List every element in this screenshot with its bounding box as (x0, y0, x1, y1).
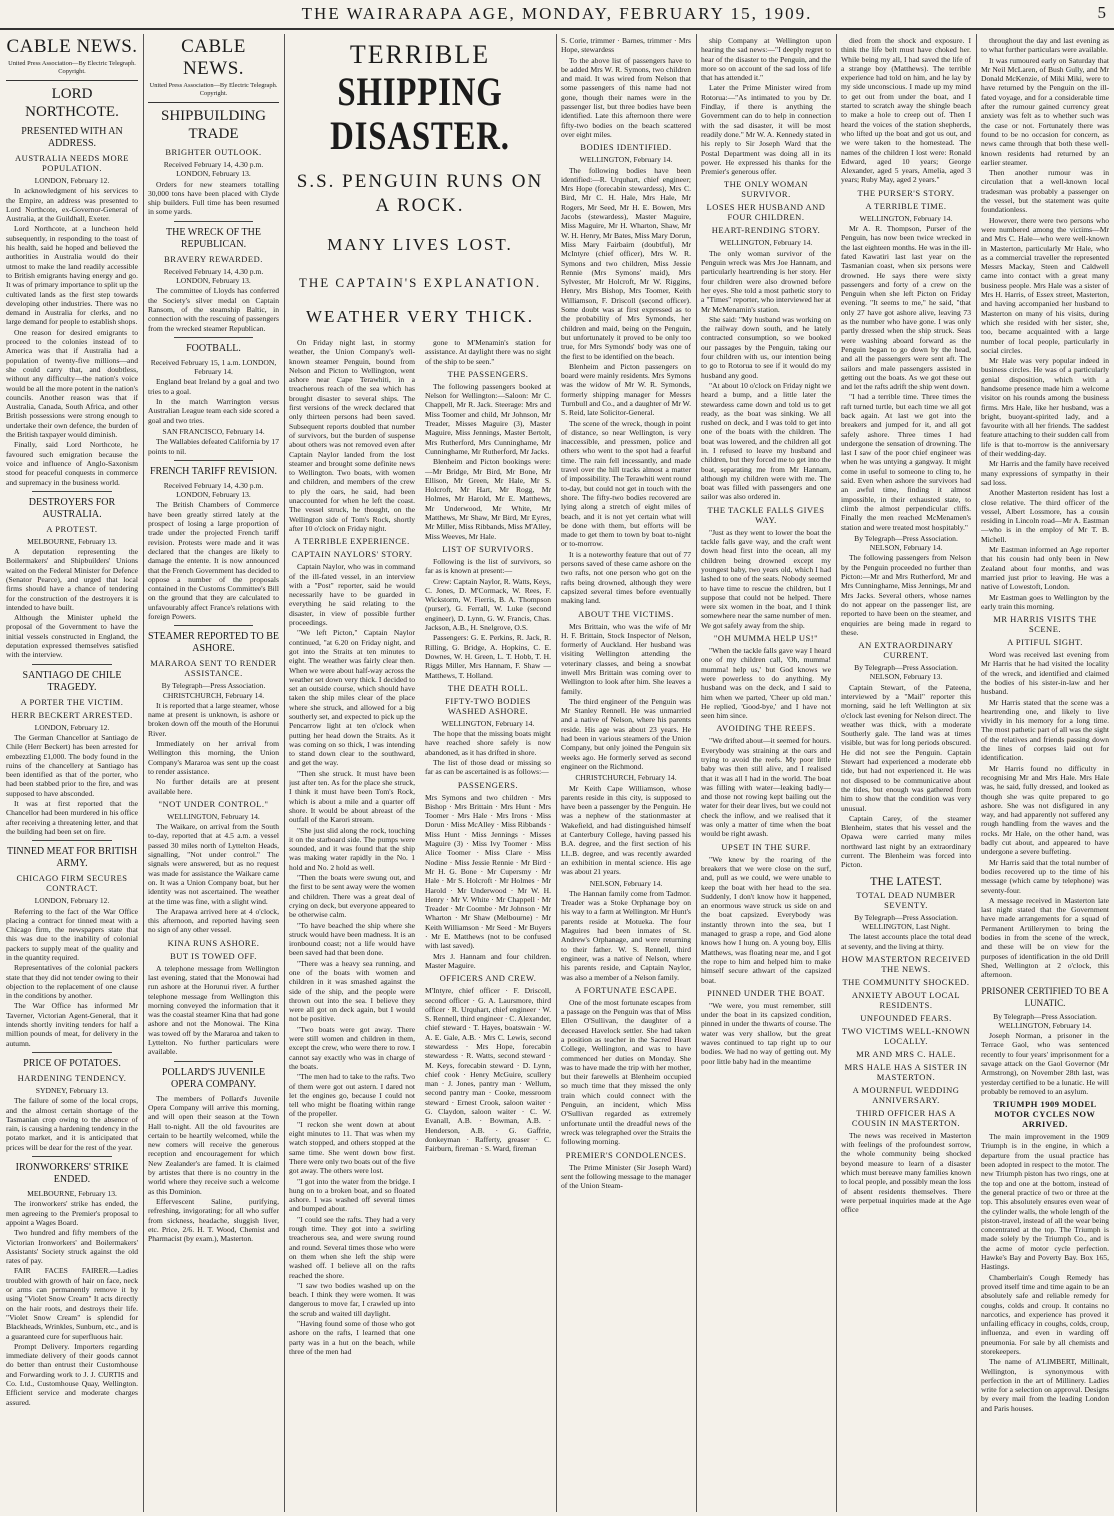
subheadline: A FORTUNATE ESCAPE. (574, 984, 678, 995)
paragraph: "We knew by the roaring of the breakers that we were close on the surf, and, pull as we could, we were unable to keep the boat with her head to the sea. Suddenly, I don't know how it happened, an enormous wave struck us side on and the boat capsized. Everybody was instantly thrown into the sea, but I managed to grasp a rope, and God alone knows how I hung on. A young boy, Ellis Matthews, was floating near me, and I got the rope to him and helped him to make himself secure athwart of the capsized boat. (701, 854, 831, 985)
headline: SHIPBUILDING TRADE (148, 102, 279, 143)
subheadline: BRIGHTER OUTLOOK. (165, 147, 262, 157)
divider (174, 1061, 253, 1062)
subheadline: A PORTER THE VICTIM. (20, 696, 124, 707)
advertisement: Effervescent Saline, purifying, refreshing, invigorating; for all who suffer from sickness, headache, sluggish liver, etc. Price, 2/6. H. T. Wood, Chemist and Pharmacist (by exam.), Masterton. (148, 1196, 279, 1244)
paragraph: She said: "My husband was working on the railway down south, and he lately contracted consumption, so we booked our passages by the Penguin, taking our four children with us, our intention being to go to Rotorua to see if it would do my husband any good. (701, 314, 831, 380)
dateline: LONDON, February 12. (34, 896, 110, 906)
column-rule (556, 34, 557, 1512)
dead-list: Mrs Symons and two children · Mrs Bishop · Mrs Brittain · Mrs Hunt · Mrs Toomer · Mrs Hale · Mrs Irons · Miss Dorun · Miss McAlley · Miss Ribbands · Miss Hunt · Miss Jennings · Misses Maguire (3) · Miss Ivy Toomer · Miss Alice Toomer · Miss Clare · Miss Nodine · Miss Jessie Rennie · Mr Bird · Mr H. G. Bone · Mr Cupersmy · Mr Hale · Mr S. Holcroft · Mr Holmes · Mr Harold · Mr Underwood · Mr W. H. Henry · Mr V. White · Mr Chappell · Mr Treader · Mr Coombe · Mr Johnson · Mr Wharton · Mr Shaw (Melbourne) · Mr Keith Williamson · Mr Seed · Mr Buyers · Mr E. Matthews (not to be confused with last saved). (425, 792, 551, 951)
headline: DESTROYERS FOR AUSTRALIA. (28, 496, 116, 520)
paragraph: No further details are at present available here. (148, 777, 279, 796)
dateline: By Telegraph—Press Association. NELSON, February 14. (854, 533, 958, 553)
subheadline: KINA RUNS ASHORE. (167, 937, 260, 948)
dateline: WELLINGTON, February 14. (859, 213, 953, 223)
divider (174, 460, 253, 461)
subheadline: BODIES IDENTIFIED. (580, 142, 672, 153)
paragraph: However, there were two persons who were numbered among the victims—Mr and Mrs C. Hale—who were well-known in Masterton, particularly Mr Hale, who as a commercial traveller the represented Messrs Mackay, Steen and Caldwell came into contact with a great many business people. Mrs Hale was a sister of Mrs H. Harris, of Essex street, Masterton, and having accompanied her husband to Masterton on many of his visits, during which she resided with her sister, she, too, became acquainted with a large number of local people, particularly in social circles. (981, 215, 1109, 355)
paragraph: A message received in Masterton late last night stated that the Government have made arrangements for a squad of Permanent Artillerymen to bring the bodies in from the scene of the wreck, and these will be on view for the purposes of identification in the old Drill Shed, Wellington at 2 o'clock, this afternoon. (981, 895, 1109, 980)
dateline: MELBOURNE, February 13. (27, 1189, 117, 1199)
paragraph: Mr Eastman goes to Wellington by the early train this morning. (981, 592, 1109, 611)
page-number: 5 (1097, 3, 1106, 22)
divider (174, 625, 253, 626)
lead-story-body (289, 338, 551, 1357)
paragraph: Captain Carey, of the steamer Blenheim, states that his vessel and the Opawa were carried many miles northward last night by an extraordinary current. The Blenheim was forced into Picton. (841, 813, 971, 870)
paragraph: The hope that the missing boats might have reached shore safely is now abandoned, as it has drifted in shore. (425, 729, 551, 757)
subheadline: "NOT UNDER CONTROL." (158, 798, 269, 809)
paragraph: "I had a terrible time. Three times the raft turned turtle, but each time we all got back again. At last we got into the breakers and jumped for it, and all got safely ashore. Three times I had undergone the sensation of drowning. The last I saw of the poor chief engineer was when he was untying a gangway. It might come in useful to someone to cling to, he said. Even when ashore the survivors had an awful time, finding it almost impossible, in their exhausted state, to climb the almost perpendicular cliffs. Finally the men reached McMenamen's station and were treated most hospitably." (841, 392, 971, 532)
subheadline: FIFTY-TWO BODIES WASHED ASHORE. (445, 695, 531, 716)
headline: SANTIAGO DE CHILE TRAGEDY. (22, 669, 122, 693)
column-3-lead-story (289, 36, 551, 1510)
paragraph: Following is the list of survivors, so far as is known at present:— (425, 556, 551, 576)
column-5 (701, 36, 831, 1510)
paragraph: "We were, you must remember, still under the boat in its capsized condition, pinned in under the thwarts of course. The water was very shallow, but the great waves continued to tap right up to our bodies. We had no way of getting out. My poor little baby had in the meantime (701, 1000, 831, 1066)
paragraph: Mr Harris said that the total number of bodies recovered up to the time of his message (which came by telephone) was seventy-four. (981, 857, 1109, 895)
paragraph: On Friday night last, in stormy weather, the Union Company's well-known steamer Penguin, bound from Nelson and Picton to Wellington, went ashore near Cape Terawhiti, in a treacherous reach of the sea which has brought disaster to several ships. The first versions of the wreck declared that only thirteen persons had been saved. Subsequent reports doubled that number of survivors, but the burden of suspense about others was not removed even after Captain Naylor landed from the lost steamer and brought some definite news to Wellington. Two boats, with women and children, and members of the crew to ply the oars, he said, had been unaccounted for when he left the coast. The vessel struck, he thought, on the Wellington side of Tom's Rock, shortly after 10 o'clock on Friday night. (289, 338, 415, 533)
subheadline: UNFOUNDED FEARS. (860, 1012, 952, 1023)
paragraph: England beat Ireland by a goal and two tries to a goal. (148, 377, 279, 396)
paragraph: "She just slid along the rock, touching it on the starboard side. The pumps were sounded, and it was found that the ship was making water rapidly in the No. 1 hold and No. 2 hold as well. (289, 825, 415, 872)
dateline: Received February 14, 4.30 p.m. LONDON, February 13. (163, 266, 264, 286)
dateline: LONDON, February 12. (34, 722, 110, 732)
paragraph: "Just as they went to lower the boat the tackle falls gave way, and the craft went down head first into the ocean, all my children being drowned except my youngest baby, two years old, which I had lashed to one of the seats. Nobody seemed to have time to rescue the children, but I suppose that could not be helped. There were six women in the boat, and I think somewhere near the same number of men. We got safely away from the ship. (701, 527, 831, 630)
paragraph: "I got into the water from the bridge. I hung on to a broken boat, and so floated ashore. I was washed off several times and bumped about. (289, 1176, 415, 1214)
paragraph: The list of those dead or missing so far as can be ascertained is as follows:— (425, 757, 551, 777)
subheadline: TOTAL DEAD NUMBER SEVENTY. (856, 889, 956, 910)
column-rule (976, 34, 977, 1512)
paragraph: Mr Harris stated that the scene was a heartrending one, and likely to live vividly in his memory for a long time. The most pathetic part of all was the sight of the relatives and friends passing down the lines of corpses laid out for identification. (981, 697, 1109, 763)
subheadline: A PROTEST. (46, 523, 98, 534)
subheadline: ABOUT THE VICTIMS. (578, 608, 674, 619)
paragraph: "Then she struck. It must have been just after ten. As for the place she struck, I think it must have been Tom's Rock, which is about a mile and a quarter off shore. It would be about abreast of the outfall of the Karori stream. (289, 768, 415, 825)
headline: STEAMER REPORTED TO BE ASHORE. (148, 631, 279, 655)
dateline: WELLINGTON, February 14. (441, 718, 535, 728)
paragraph: The news was received in Masterton with feelings of the profoundest sorrow, the whole community being shocked beyond measure to learn of a disaster which must bereave many families known to local people, and possibly mean the loss of absent residents themselves. There were perpetual inquiries made at the Age office (841, 1130, 971, 1215)
dateline: SYDNEY, February 13. (35, 1085, 109, 1095)
masthead (0, 0, 1114, 30)
subheadline: BRAVERY REWARDED. (164, 253, 263, 264)
subheadline: MR HARRIS VISITS THE SCENE. (993, 614, 1097, 635)
subheadline: A PITIFUL SIGHT. (1007, 637, 1083, 648)
lead-subheadline: MANY LIVES LOST. (327, 235, 513, 254)
paragraph: Mr Harris and the family have received many expressions of sympathy in their sad loss. (981, 459, 1109, 487)
subheadline: PRESENTED WITH AN ADDRESS. (21, 126, 123, 149)
credit-line: United Press Association—By Electric Telegraph. Copyright. (8, 60, 136, 75)
subheadline: "OH MUMMA HELP US!" (713, 633, 819, 644)
subheadline: A MOURNFUL WEDDING ANNIVERSARY. (852, 1084, 960, 1105)
subheadline: BUT IS TOWED OFF. (170, 950, 257, 961)
paragraph: Word was received last evening from Mr Harris that he had visited the locality of the wreck, and identified and claimed the bodies of his sister-in-law and her husband. (981, 650, 1109, 697)
paragraph: "Having found some of those who got ashore on the rafts, I learned that one party was in a hut on the beach, while three of the men had (289, 1318, 415, 1356)
advertisement: FAIR FACES FAIRER.—Ladies troubled with growth of hair on face, neck or arms can permanently remove it by using "Violet Snow Cream" It acts directly on the hair roots, and destroys their life. "Violet Snow Cream" is splendid for Blackheads, Wrinkles, Sunburn, etc., and is a guaranteed cure for superfluous hair. (6, 1266, 138, 1341)
paragraph: "Two boats were got away. There were still women and children in them, except the crew, who were there to row. I cannot say exactly who was in charge of the boats. (289, 1024, 415, 1071)
paragraph: It is a noteworthy feature that out of 77 persons saved of these came ashore on the two rafts, not one person who got on the rafts being drowned, although they were capsized several times before eventually making land. (561, 549, 691, 606)
paragraph: "The men had to take to the rafts. Two of them were got out astern. I dared not let the engines go, because I could not tell who might be floating within range of the propeller. (289, 1072, 415, 1119)
paragraph: A deputation representing the Boilermakers' and Shipbuilders' Unions waited on the Federal Minister for Defence (Senator Pearce), and urged that local firms should have a chance of tendering for the construction of the destroyers it is intended to have built. (6, 547, 138, 612)
paragraph: Later the Prime Minister wired from Rotorua:—"As intimated to you by Dr. Findlay, if there is anything the Government can do to help in connection with the sad disaster, it will be most readily done." Mr W. A. Kennedy stated in his reply to Sir Joseph Ward that the Postal Department was doing all in its power. He expressed his thanks for the Premier's generous offer. (701, 83, 831, 177)
divider (32, 840, 111, 841)
paragraph: throughout the day and last evening as to what further particulars were available. (981, 36, 1109, 55)
paragraph: The following passengers from Nelson by the Penguin proceeded no further than Picton:—Mr and Mrs Rutherford, Mr and Mrs Cunninghame, Miss Jennings, Mr and Mrs Jacks. Several others, whose names do not appear on the passenger list, are reported to have been on the steamer, and enquiries are being made in regard to these. (841, 553, 971, 637)
lead-headline-top: TERRIBLE (349, 40, 491, 69)
subheadline: PASSENGERS. (457, 779, 519, 790)
paragraph: Finally, said Lord Northcote, he favoured such emigration because the voice and influence of Anglo-Saxonism stood for peaceful conquests in commerce and supremacy in the business world. (6, 440, 138, 487)
subheadline: THE COMMUNITY SHOCKED. (842, 976, 970, 987)
column-2-cable-news (148, 36, 279, 1510)
subheadline: CHICAGO FIRM SECURES CONTRACT. (16, 873, 128, 894)
lead-subheadline: THE CAPTAIN'S EXPLANATION. (298, 275, 542, 290)
subheadline: HEART-RENDING STORY. (711, 225, 821, 236)
subheadline: AUSTRALIA NEEDS MORE POPULATION. (15, 153, 129, 173)
paragraph: It is reported that a large steamer, whose name at present is unknown, is ashore or broken down off the mouth of the Horunui River. (148, 700, 279, 738)
divider (32, 1156, 111, 1157)
paragraph: Two hundred and fifty members of the Victorian Ironworkers' and Boilermakers' Assistants' Society struck against the old rates of pay. (6, 1228, 138, 1266)
headline: TINNED MEAT FOR BRITISH ARMY. (6, 846, 138, 870)
advert-headline: TRIUMPH 1909 MODEL MOTOR CYCLES NOW ARRIVED. (993, 1099, 1097, 1130)
paragraph: Mr A. R. Thompson, Purser of the Penguin, has now been twice wrecked in the last eighteen months. He was in the ill-fated Kawatiri last last year on the Tasmanian coast, when six persons were drowned. He says there were sixty passengers and forty of a crew on the Penguin when she left Picton on Friday evening. "It seems to me," he said, "that only 27 have got ashore alive, leaving 73 as the number who have gone. I was only partly dressed when the ship struck. Seas were washing aboard forward as the Penguin began to go down by the head, and all the passengers were sent aft. The sailors and male passengers assisted in getting out the boats. As we got these out and let the rafts adrift the ship went down. (841, 224, 971, 392)
subheadline: UPSET IN THE SURF. (721, 841, 811, 852)
dateline: Received February 15, 1 a.m. LONDON, February 14. (150, 357, 277, 377)
dateline: WELLINGTON, February 14. (167, 811, 260, 821)
headline: POLLARD'S JUVENILE OPERA COMPANY. (161, 1066, 266, 1090)
paragraph: To the above list of passengers have to be added Mrs W. R. Symons, two children and maid. It was wired from Nelson that some passengers of this name had not gone, though their names were in the passenger list, but three bodies have been identified. Late this afternoon there were fifty-two bodies on the beach scattered over eight miles. (561, 55, 691, 139)
subheadline: THIRD OFFICER HAS A COUSIN IN MASTERTON. (851, 1107, 961, 1128)
headline: PRICE OF POTATOES. (23, 1057, 121, 1069)
subheadline: HARDENING TENDENCY. (17, 1072, 127, 1083)
paragraph: Referring to the fact of the War Office placing a contract for tinned meat with a Chicago firm, the newspapers state that this was due to the inability of colonial packers to supply meat of the quality and in the quantity required. (6, 906, 138, 962)
paragraph: Joseph Norman, a prisoner in the Terrace Gaol, who was sentenced recently to four years' imprisonment for a savage attack on the Gaol Governor (Mr Armstrong), on November 28th last, was yesterday certified to be a lunatic. He will probably be removed to an asylum. (981, 1031, 1109, 1096)
headline: THE LATEST. (870, 873, 942, 888)
newspaper-title: THE WAIRARAPA AGE, MONDAY, FEBRUARY 15, 1909. (301, 4, 813, 23)
paragraph: Captain Naylor, who was in command of the ill-fated vessel, in an interview with a "Post" reporter, said he would necessarily have to be guarded in everything he said relating to the disaster, in view of possible further proceedings. (289, 562, 415, 628)
column-rule (284, 34, 285, 1512)
subheadline: PINNED UNDER THE BOAT. (707, 987, 825, 998)
paragraph: The third engineer of the Penguin was Mr Stanley Rennell. He was unmarried and a native of Nelson, where his parents reside. His age was about 23 years. He had been in various steamers of the Union Company, but only joined the Penguin six weeks ago. He formerly served as second engineer on the Richmond. (561, 696, 691, 771)
subheadline: ANXIETY ABOUT LOCAL RESIDENTS. (851, 989, 961, 1010)
subheadline: THE DEATH ROLL. (447, 682, 529, 693)
dateline: By Telegraph—Press Association. WELLINGTON, Last Night. (854, 912, 958, 931)
advertisement: The name of A'LIMBERT, Millinalt, Wellington, is synonymous with perfection in the art of Millinery. Ladies write for a selection on approval. Designs by every mail from the leading London and Paris houses. (981, 1357, 1109, 1413)
subheadline: OFFICERS AND CREW. (439, 973, 537, 984)
subheadline: LIST OF SURVIVORS. (442, 543, 534, 554)
subheadline: MR AND MRS C. HALE. (856, 1048, 956, 1059)
subheadline: HERR BECKERT ARRESTED. (11, 709, 133, 720)
divider (174, 221, 253, 222)
divider (32, 1052, 111, 1053)
subheadline: AN EXTRAORDINARY CURRENT. (858, 640, 954, 661)
column-rule (143, 34, 144, 1512)
section-header: CABLE NEWS. (181, 36, 246, 79)
paragraph: "To have beached the ship where she struck would have been madness. It is an ironbound coast; not a life would have been saved had that been done. (289, 920, 415, 958)
lead-headline: SHIPPING DISASTER. (330, 69, 510, 158)
paragraph: Mr Hale was very popular indeed in business circles. He was of a particularly genial disposition, which with a handsome presence made him a welcome visitor on his rounds among the business firms. Mrs Hale, like her husband, was a bright, buoyant-spirited lady, and a favourite with all her friends. The saddest feature attaching to their sudden call from life is that to-morrow is the anniversary of their wedding-day. (981, 356, 1109, 459)
credit-line: United Press Association—By Electric Telegraph. Copyright. (149, 82, 278, 97)
paragraph: The following bodies have been identified:—R. Urquhart, chief engineer; Mrs Hope (forecabin stewardess), Mrs C. Bird, Mr C. H. Hale, Mrs Hale, Mr Rogers, Mr Seed, Mr H. E. Bowen, Mrs Jacobs (stewardess), Master Maguire, Miss Maguire, Mr H. Wharton, Shaw, Mr W. H. Henry, Mr Bates, Miss Mary Dorun, Miss Mary Fairbairn (doubtful), Mr McIntyre (chief officer), Mrs W. R. Symons and two children, Miss Jessie Rennie (Mrs Symons' maid), Mrs Sylvester, Mr Holcroft, Mr W. Riggins, Henry, Mrs Bishop, Mrs Toomer, Keith Williamson, F. Driscoll (second officer). Some doubt was at first expressed as to the probability of Mrs Symonds, her children and maid, being on the Penguin, but unfortunately it proved to be only too true, for Mrs Symonds' body was one of the first to be identified on the beach. (561, 165, 691, 361)
paragraph: Immediately on her arrival from Wellington this morning, the Union Company's Mararoa was sent up the coast to render assistance. (148, 739, 279, 776)
headline: FOOTBALL. (186, 342, 241, 354)
advertisement: The main improvement in the 1909 Triumph is in the engine, in which a departure from the usual practice has been adopted in respect to the motor. The new Triumph piston has two rings, one at the top and one at the bottom, instead of the general practice of two or three at the top. This absolutely ensures even wear of the cylinder walls, the whole length of the piston-travel, instead of all the wear being concentrated at the top. The Triumph is made solely by the Triumph Co., and is the acme of motor cycle perfection. Hawke's Bay and Poverty Bay. Box 165, Hastings. (981, 1132, 1109, 1272)
subheadline: CAPTAIN NAYLORS' STORY. (291, 549, 413, 560)
subheadline: THE PASSENGERS. (447, 368, 529, 379)
paragraph: Mrs J. Hannam and four children. Master Maguire. (425, 951, 551, 970)
paragraph: In acknowledgment of his services to the Empire, an address was presented to Lord Northcote, ex-Governor-General of Australia, at the Guildhall, Exeter. (6, 186, 138, 224)
paragraph: Blenheim and Picton passengers on board were mainly residents. Mrs Symons was the widow of Mr W. R. Symonds, formerly shipping manager for Messrs Turnbull and Co., and a daughter of Mr W. S. Reid, late Solicitor-General. (561, 361, 691, 418)
column-7 (981, 36, 1109, 1510)
crew-list: M'Intyre, chief officer · F. Driscoll, second officer · G. A. Laursmore, third officer · R. Urquhart, chief engineer · W. S. Rennell, third engineer · C. Alexander, chief steward · T. Hayes, boatswain · W. A. E. Gale, A.B. · Mrs C. Lewis, second stewardess · Mrs Hope, forecabin stewardess · R. Watts, second steward · M. Keys, forecabin steward · D. Lynn, chief cook · Henry McGuire, scullery man · J. Jones, pantry man · Wellum, second pantry man · Cooke, messroom steward · Ernest Crook, saloon waiter · G. Claydon, saloon waiter · C. W. Evanall, A.B. · Bowman, A.B. · Henderson, A.B. · G. Gaffrie, donkeyman · Rafferty, greaser · C. Fairburn, fireman · S. Ward, fireman (425, 986, 551, 1154)
paragraph: Although the Minister upheld the proposal of the Government to have the initial vessels constructed in England, the deputation expressed themselves satisfied with the interview. (6, 613, 138, 660)
paragraph: died from the shock and exposure. I think the life belt must have choked her. While being my all, I had saved the life of a strange boy (Matthews). The terrible experience had told on him, and he lay by my side unconscious. I made up my mind to get out from under the boat, and I started to scratch away the shingle beach to make a hole to creep out of. Then I heard the voices of the station shepherds, who lifted up the boat and got us out, and we were taken to the homestead. The names of the children I lost were: Ronald Edward, aged 10 years; George Alexander, aged 5 years, Amelia, aged 3 years; Ruby May, aged 2 years." (841, 36, 971, 185)
paragraph: The German Chancellor at Santiago de Chile (Herr Beckert) has been arrested for embezzling £1,000. The body found in the ruins of the chancellery at Santiago has been identified as that of the porter, who had been stabbed prior to the fire, and was supposed to have absconded. (6, 732, 138, 798)
advertisement: Chamberlain's Cough Remedy has proved itself time and time again to be an absolutely safe and reliable remedy for coughs, colds and croup. It contains no narcotics, and experience has proved it unfailing efficacy in coughs, colds, croup, influenza, and even in warding off pneumonia. For sale by all chemists and storekeepers. (981, 1272, 1109, 1356)
paragraph: "When the tackle falls gave way I heard one of my children call, 'Oh, mumma! mumma! help us,' but God knows we were powerless to do anything. My husband was on the deck, and I said to him when we parted, 'Cheer up old man.' He replied, 'Good-bye,' and I have not seen him since. (701, 646, 831, 721)
paragraph: Another Masterton resident has lost a close relative. The third officer of the vessel, Albert Lossmore, has a cousin residing in Lincoln road—Mr A. Eastman—who is in the employ of Mr T. B. Michell. (981, 488, 1109, 544)
paragraph: The latest accounts place the total dead at seventy, and the living at thirty. (841, 932, 971, 951)
lead-subheadline: WEATHER VERY THICK. (306, 307, 534, 326)
dateline: WELLINGTON, February 14. (579, 155, 673, 165)
subheadline: AVOIDING THE REEFS. (716, 723, 816, 734)
paragraph: Captain Stewart, of the Pateena, interviewed by a "Mail" reporter this morning, said he left Wellington at six o'clock last evening for Nelson direct. The weather was thick, with a moderate Southerly gale. The land was at times visible, but was for long periods obscured. He did not see the Penguin. Captain Stewart had experienced a moderate ebb tide, but had not experienced it. He was not disposed to be communicative about the tides, but enough was gathered from him to show that the condition was very unusual. (841, 682, 971, 813)
lead-subheadline: S.S. PENGUIN RUNS ON A ROCK. (296, 171, 544, 216)
paragraph: The scene of the wreck, though in point of distance, so near Wellington, is very inaccessible, and pressmen, police and others who went to the spot had a fearful time. The rain fell incessantly, and made travel over the hill tracks almost a matter of impossibility. The Terawhiti went round to-day, but could not get in touch with the shore. The fifty-two bodies recovered are lying along a stretch of eight miles of beach, and it is not yet certain what will be done with them, but efforts will be made to get them to town by boat to-night or to-morrow. (561, 418, 691, 549)
paragraph: Representatives of the colonial packers state that they did not tender owing to their objection to the replacement of one clause in the conditions by another. (6, 963, 138, 1001)
section-header: CABLE NEWS. (6, 36, 138, 57)
paragraph: Mrs Brittain, who was the wife of Mr H. F. Brittain, Stock Inspector of Nelson, formerly of Auckland. Her husband was visiting Wellington attending the veterinary classes, and being a snowbat inwell Mrs Brittain was coming over to Wellington to look after him. She leaves a family. (561, 621, 691, 696)
dateline: Received February 14, 4.30 p.m. LONDON, February 13. (163, 480, 264, 500)
paragraph: Then another rumour was in circulation that a well-known local tradesman was probably a passenger on the vessel, but the statement was quite foundationless. (981, 168, 1109, 215)
subheadline: MARAROA SENT TO RENDER ASSISTANCE. (150, 658, 277, 679)
paragraph: "Then the boats were swung out, and the first to be sent away were the women and children. There was a great deal of crying on deck, but everyone appeared to be otherwise calm. (289, 873, 415, 920)
column-rule (696, 34, 697, 1512)
subheadline: THE PURSER'S STORY. (857, 187, 955, 198)
subheadline: MRS HALE HAS A SISTER IN MASTERTON. (844, 1061, 968, 1082)
dateline: WELLINGTON, February 14. (719, 238, 813, 248)
paragraph: Mr Harris found no difficulty in recognising Mr and Mrs Hale. Mrs Hale was, he said, fully dressed, and looked as though she was quite prepared to go ashore. She was not disfigured in any way, and had apparently not suffered any rough handling from the waves and the rocks. Mr Hale, on the other hand, was badly cut about, and appeared to have undergone a severe buffeting. (981, 763, 1109, 857)
lead-story-left-column (289, 338, 415, 1357)
column-6 (841, 36, 971, 1510)
dateline: By Telegraph—Press Association. WELLINGTON, February 14. (993, 1011, 1097, 1030)
paragraph: Mr Keith Cape Williamson, whose parents reside in this city, is supposed to have been a passenger by the Penguin. He was a nephew of the stationmaster at Wakefield, and had distinguished himself at Canterbury College, having passed his B.A. degree, and the first section of his LL.B. degree, and was recently awarded an exhibition in mental science. His age was about 21 years. (561, 783, 691, 877)
paragraph: It was rumoured early on Saturday that Mr Neil McLaren, of Bush Gully, and Mr Donald McKenzie, of Miki Miki, were to have returned by the Penguin on the ill-fated voyage, and for a considerable time after the rumour gained currency great anxiety was felt as to whether such was the case or not. Fortunately there was found to be no occasion for concern, as news came through that both these well-known residents had returned by an earlier steamer. (981, 55, 1109, 167)
paragraph: "I saw two bodies washed up on the beach. I think they were women. It was dangerous to move far, I crawled up into the scrub and waited till daylight. (289, 1280, 415, 1318)
paragraph: The failure of some of the local crops, and the almost certain shortage of the Tasmanian crop owing to the absence of rain, is causing a hardening tendency in the potato market, and it is anticipated that prices will be dear for the rest of the year. (6, 1096, 138, 1152)
paragraph: The members of Pollard's Juvenile Opera Company will arrive this morning, and will open their season at the Town Hall to-night. All the old favourites are certain to be heartily welcomed, while the new comers will receive the generous reception and encouragement for which New Zealander's are famed. It is claimed by artistes that there is no country in the world where they receive such a welcome as this Dominion. (148, 1093, 279, 1196)
paragraph: "I could see the rafts. They had a very rough time. They got into a swirling treacherous sea, and were swung round and round. Several times those who were on them when she left the ship were washed off. I believe all on the rafts reached the shore. (289, 1214, 415, 1280)
paragraph: Crew: Captain Naylor, R. Watts, Keys, C. Jones, D. M'Cormack, W. Rees, F. Wickstorm, W. Fierris, B. A. Thompson (purser), G. Ferrall, W. Luke (second engineer), D. Lynn, G. W. Francis, Chas. Jackson, A.B., H. Snelgrove, O.S. (425, 576, 551, 633)
paragraph: gone to M'Menamin's station for assistance. At daylight there was no sight of the ship to be seen." (425, 338, 551, 366)
dateline: MELBOURNE, February 13. (27, 536, 117, 546)
paragraph: One of the most fortunate escapes from a passage on the Penguin was that of Miss Ellen O'Sullivan, the daughter of a deceased Havelock settler. She had taken a position as teacher in the Sacred Heart College, Wellington, and was to have commenced her duties on Monday. She was to have made the trip with her mother, but their farewells at Blenheim occupied so much time that they missed the only train which could connect with the Penguin, an incident, which Miss O'Sullivan regarded as extremely unfortunate until the dreadful news of the wreck was telegraphed over the Straits the following morning. (561, 997, 691, 1147)
dateline: LONDON, February 12. (34, 176, 110, 185)
divider (174, 337, 253, 338)
paragraph: The Prime Minister (Sir Joseph Ward) sent the following message to the manager of the Union Steam- (561, 1162, 691, 1191)
dateline: By Telegraph—Press Association. CHRISTCHURCH, February 14. (161, 681, 266, 700)
dateline: NELSON, February 14. (589, 878, 663, 888)
advertisement: Prompt Delivery. Importers regarding immediate delivery of their goods cannot do better than entrust their Customhouse and Forwarding work to J. J. CURTIS and Co. Ltd., Customhouse Quay, Wellington. Efficient service and moderate charges assured. (6, 1341, 138, 1407)
paragraph: Lord Northcote, at a luncheon held subsequently, in responding to the toast of his health, said he hoped and believed the authorities in Australia would do their utmost to make the land readily accessible to British emigrants having energy and go. It was of primary importance to split up the cultivated lands as the first step towards developing other industries. There was no demand in Australia for clerks, and no large demand for people to establish shops. (6, 224, 138, 327)
paragraph: The British Chambers of Commerce have been greatly stirred lately at the prospect of losing a large proportion of trade under the projected French tariff revision. Protests were made and it was declared that the changes are likely to damage the entente. It is now announced that the French Government has decided to oppose a number of the proposals contained in the Customs Committee's Bill on the ground that they are calculated to unfavourably affect France's relations with foreign Powers. (148, 500, 279, 621)
headline: IRONWORKERS' STRIKE ENDED. (15, 1162, 129, 1186)
crew-list-continued: S. Corie, trimmer · Barnes, trimmer · Mrs Hope, stewardess (561, 36, 691, 55)
subheadline: PREMIER'S CONDOLENCES. (565, 1149, 687, 1160)
subheadline: THE TACKLE FALLS GIVES WAY. (707, 504, 825, 525)
paragraph: The only woman survivor of the Penguin wreck was Mrs Joe Hannam, and particularly heartrending is her story. Her four children were also drowned before her eyes. She told a most pathetic story to a "Times" reporter, who interviewed her at Mr McMenamin's station. (701, 248, 831, 314)
column-4 (561, 36, 691, 1510)
paragraph: Orders for new steamers totalling 30,000 tons have been placed with Clyde ship builders. Full time has been resumed in some yards. (148, 179, 279, 217)
paragraph: Passengers: G. E. Perkins, R. Jack, R. Rilling, G. Bridge, A. Hopkins, C. E. Downes, W. H. Green, L. T. Hobb, T. H. Riggs Miller, Mrs Hannam, F. Shaw — Matthews, T. Holland. (425, 633, 551, 680)
subheadline: HOW MASTERTON RECEIVED THE NEWS. (841, 953, 971, 974)
subheadline: A TERRIBLE TIME. (865, 200, 947, 211)
paragraph: In the match Warrington versus Australian League team each side scored a goal and two tries. (148, 397, 279, 425)
column-1-cable-news (6, 36, 138, 1510)
paragraph: Mr Eastman informed an Age reporter that his cousin had only been in New Zealand about four months, and was married just prior to leaving. He was a native of Lowestoft, London. (981, 545, 1109, 592)
paragraph: The following passengers booked at Nelson for Wellington:—Saloon: Mr C. Chappell, Mr R. Jack. Steerage: Mrs and Miss Toomer and child, Mr Johnson, Mr Treader, Misses Maguire (3), Master Maguire, Miss Jennings, Master Bertolt, Mrs Rutherford, Mrs Cunninghame, Mr Cunninghame, Mr Rutherford, Mr Jacks. (425, 381, 551, 456)
paragraph: The committee of Lloyds has conferred the Society's silver medal on Captain Ransom, of the steamship Baltic, in connection with the rescuing of passengers from the wrecked steamer Republican. (148, 286, 279, 333)
paragraph: "At about 10 o'clock on Friday night we heard a bump, and a little later the stewardess came down and told us to get ready, as the boat was sinking. We all rushed on deck, and I was told to get into one of the boats with the children. The boat was lowered, and the children all got in. I refused to leave my husband and children, but they forced me to get into the boat, separating me from Mr Hannam, although my children were with me. The boat was filled with passengers and one sailor was also ordered in. (701, 380, 831, 502)
headline: FRENCH TARIFF REVISION. (149, 465, 278, 477)
paragraph: The Arapawa arrived here at 4 o'clock, this afternoon, and reported having seen no sign of any other vessel. (148, 906, 279, 935)
subheadline: A TERRIBLE EXPERIENCE. (294, 536, 410, 547)
paragraph: The Wallabies defeated California by 17 points to nil. (148, 437, 279, 456)
headline: THE WRECK OF THE REPUBLICAN. (166, 226, 261, 250)
subheadline: THE ONLY WOMAN SURVIVOR. (723, 179, 809, 200)
divider (32, 491, 111, 492)
paragraph: Blenheim and Picton bookings were:—Mr Bridge, Mr Bird, Mr Bone, Mr Ellison, Mr Green, Mr Hale, Mr S. Holcroft, Mr Hart, Mr Rogg, Mr Holmes, Mr Harold, Mr E. Matthews, Mr Underwood, Mr White, Mr Matthews, Mr Shaw, Mr Bird, Mr Eyres, Mr Miller, Miss Ribbands, Miss M'Alley, Miss Weeves, Mr Hale. (425, 457, 551, 541)
paragraph: "There was a heavy sea running, and one of the boats with women and children in it was smashed against the side of the ship, and the people were thrown out into the sea. I believe they were all got on deck again, but I would not be positive. (289, 958, 415, 1024)
headline: PRISONER CERTIFIED TO BE A LUNATIC. (981, 985, 1109, 1008)
subheadline: TWO VICTIMS WELL-KNOWN LOCALLY. (841, 1025, 971, 1046)
paragraph: The ironworkers' strike has ended, the men agreeing to the Premier's proposal to appoint a Wages Board. (6, 1199, 138, 1227)
column-rule (836, 34, 837, 1512)
headline: LORD NORTHCOTE. (6, 80, 138, 121)
paragraph: "We left Picton," Captain Naylor continued, "at 6.20 on Friday night, and got into the Straits at ten minutes to eight. The weather was fairly clear then. When we were about half-way across the weather set down very thick. I decided to set an outside course, which should have taken the ship miles clear of the place where she struck, and allowed for a big southerly set, and expected to pick up the Pencarrow light at ten o'clock when putting her head down the Straits. As it was coming on so thick, I was intending to stand down clear to the southward, and get the way. (289, 628, 415, 768)
subheadline: LOSES HER HUSBAND AND FOUR CHILDREN. (706, 202, 826, 223)
paragraph: It was at first reported that the Chancellor had been murdered in his office after receiving a threatening letter, and that the building had been set on fire. (6, 799, 138, 836)
paragraph: "We drifted about—it seemed for hours. Everybody was straining at the oars and trying to avoid the reefs. My poor little baby was then still alive, and I realised that it was all I had in the world. The boat was filling with water—leaking badly—and those not rowing kept bailing out the water for their dear lives, but we could not check the inflow, and we realised that it was only a matter of time when the boat would be right awash. (701, 736, 831, 839)
dateline: SAN FRANCISCO, February 14. (162, 426, 265, 436)
paragraph: "I reckon she went down at about eight minutes to 11. That was when my watch stopped, and others stopped at the same time. She went down bow first. There were only two boats out of the five got away. The others were lost. (289, 1119, 415, 1176)
paragraph: The War Office has informed Mr Taverner, Victorian Agent-General, that it intends shortly inviting tenders for half a million pounds of meat, for delivery in the autumn. (6, 1001, 138, 1048)
dateline: By Telegraph—Press Association. NELSON, February 13. (854, 663, 958, 682)
paragraph: One reason for desired emigrants to proceed to the colonies instead of to America was that if Australia had a population of twenty-five millions—and she could carry that, and doubtless, without any difficulty—the nation's voice would be all the more potent in the nation's councils. Another reason was that if Australia, Canada, South Africa, and other British possessions were strong enough to undertake their own defence, the burden of the British taxpayer would diminish. (6, 327, 138, 440)
lead-story-right-column (425, 338, 551, 1357)
paragraph: The Hannan family come from Tadmor. Treader was a Stoke Orphanage boy on his way to a farm at Wellington. Mr Hunt's parents reside at Motueka. The four Maguires had been inmates of St. Andrew's Orphanage, and were returning to their father. W. S. Rennell, third engineer, was a native of Nelson, where his parents reside, and Captain Naylor, was also a member of a Nelson family. (561, 888, 691, 982)
paragraph: The Waikare, on arrival from the South to-day, reported that at 4.5 a.m. a vessel passed 30 miles north of Lyttelton Heads, signalling, "Not under control." The signals were answered, but as no request was made for assistance the Waikare came on. It was a Union Company boat, but her identity was not ascertained. The weather at the time was fine, with a slight wind. (148, 822, 279, 906)
divider (32, 664, 111, 665)
dateline: Received February 14, 4.30 p.m. LONDON, February 13. (163, 160, 264, 179)
paragraph: ship Company at Wellington upon hearing the sad news:—"I deeply regret to hear of the disaster to the Penguin, and the more so on account of the sad loss of life that has attended it." (701, 36, 831, 83)
dateline: CHRISTCHURCH, February 14. (575, 773, 677, 783)
paragraph: A telephone message from Wellington last evening, stated that the Monowai had run ashore at the Horunui river. A further telephone message from Wellington this morning conveyed the information that it was the coastal steamer Kina that had gone ashore and not the Monowai. The Kina was towed off by the Mararoa and taken to Lyttelton. No further particulars were available. (148, 963, 279, 1057)
